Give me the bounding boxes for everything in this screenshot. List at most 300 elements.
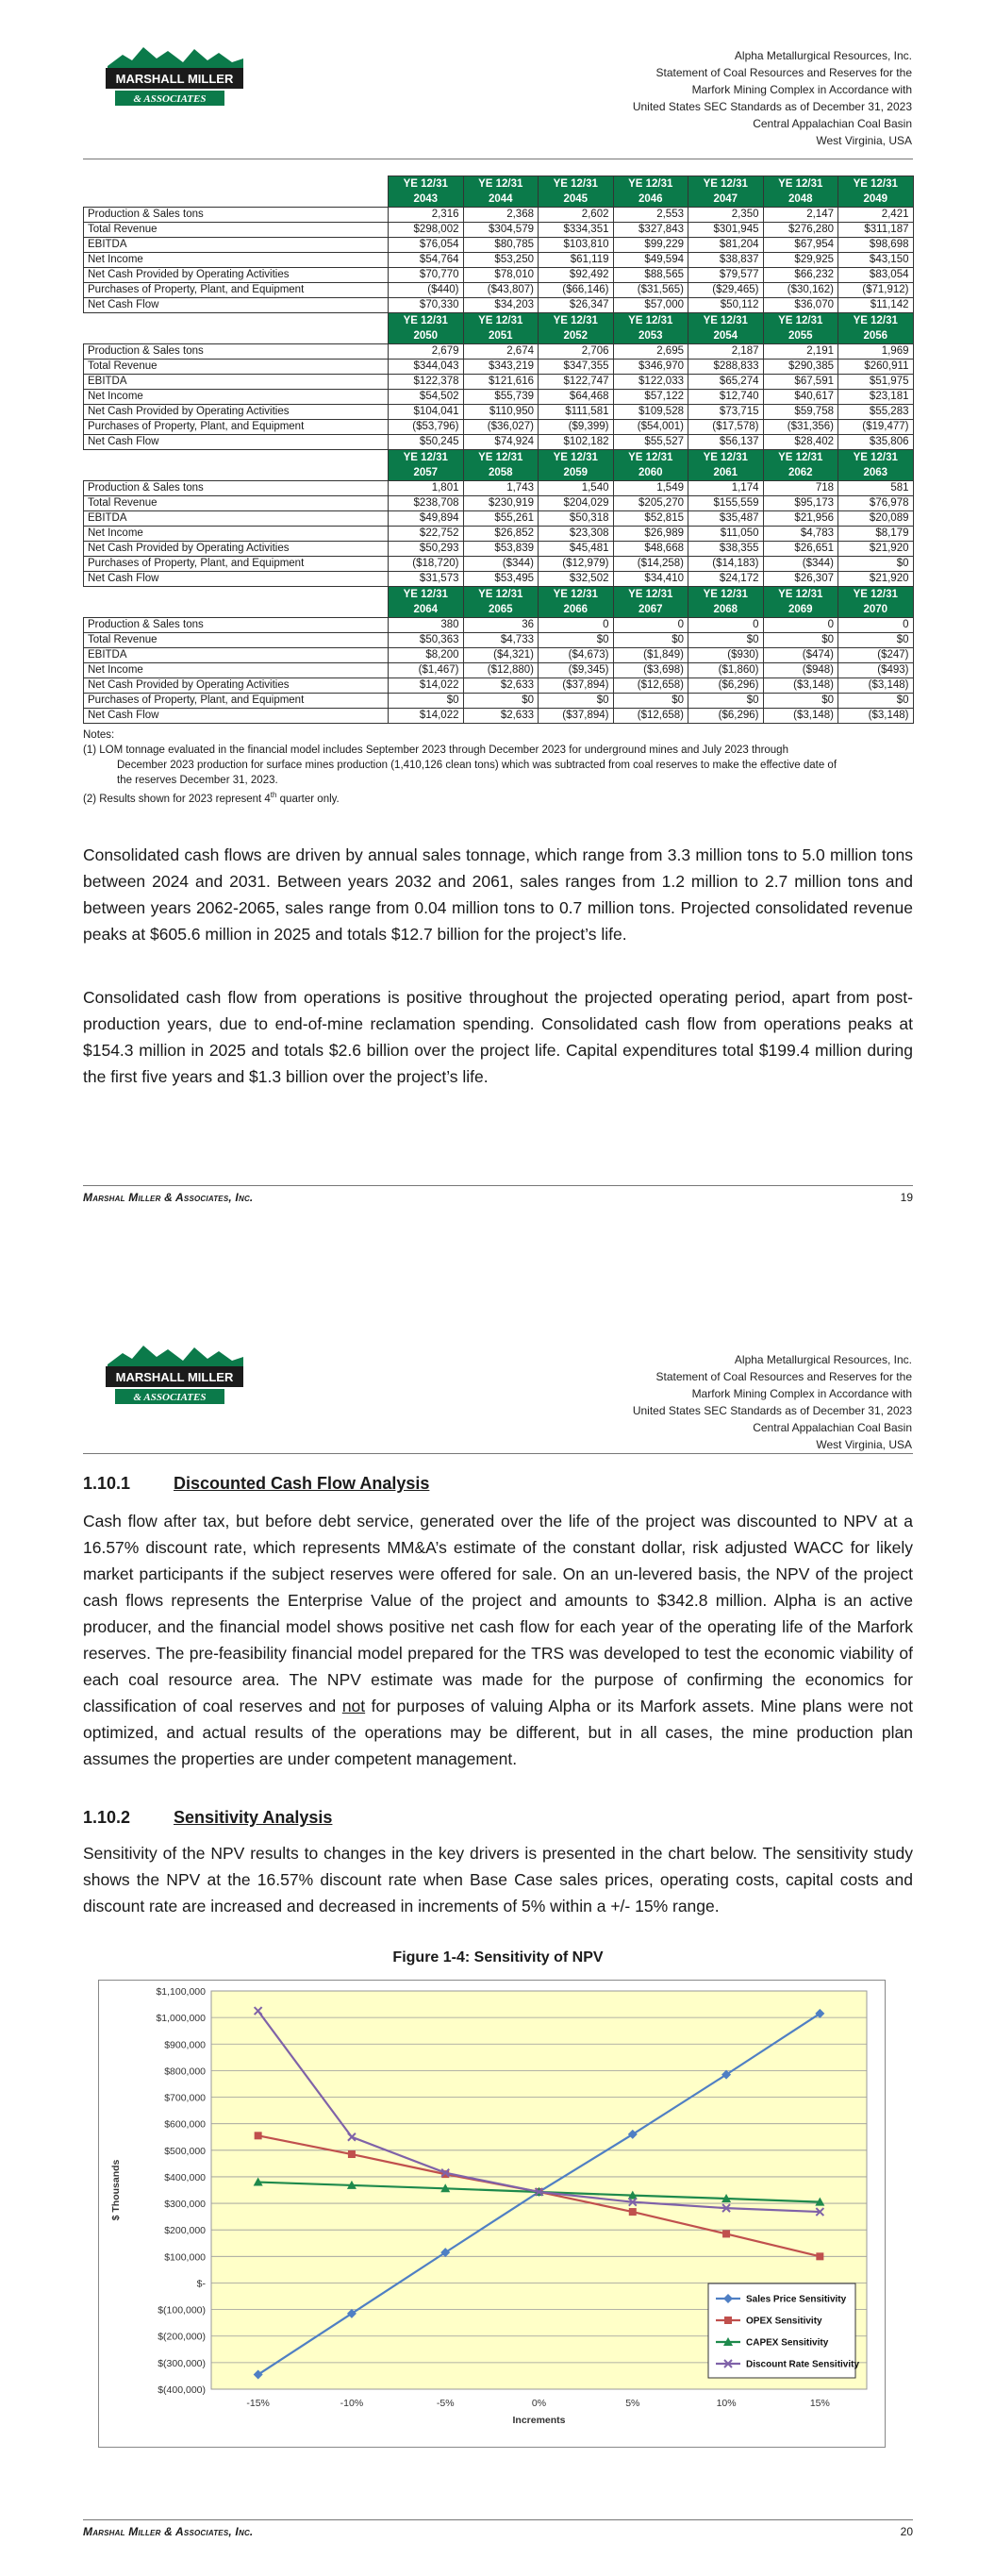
svg-text:MARSHALL MILLER: MARSHALL MILLER [115,72,234,86]
legend-label: Sales Price Sensitivity [746,2294,847,2305]
table-cell: 1,540 [539,481,614,496]
row-label: Purchases of Property, Plant, and Equipment [84,283,389,298]
table-row [84,572,914,587]
table-cell: ($3,148) [838,709,914,724]
year-header: YE 12/31 2046 [613,176,688,208]
table-cell: $36,070 [763,298,838,313]
table-cell: $34,203 [463,298,539,313]
table-cell: ($66,146) [539,283,614,298]
table-cell: $260,911 [838,360,914,375]
table-cell: 2,187 [688,344,764,360]
table-cell: 2,316 [389,208,464,223]
table-cell: $2,633 [463,709,539,724]
table-cell: ($6,296) [688,678,764,694]
table-cell: $35,806 [838,435,914,450]
table-cell: $230,919 [463,496,539,511]
table-cell: $122,033 [613,375,688,390]
table-row [84,375,914,390]
year-header-row [84,313,914,344]
table-cell: 2,147 [763,208,838,223]
year-header: YE 12/31 2053 [613,313,688,344]
table-cell: 2,679 [389,344,464,360]
financial-summary [83,176,913,807]
row-label: Net Cash Provided by Operating Activities [84,678,389,694]
table-cell: ($14,183) [688,557,764,572]
y-tick-label: $(200,000) [158,2331,206,2343]
y-tick-label: $200,000 [164,2225,206,2237]
table-cell: $50,293 [389,542,464,557]
row-label: Net Cash Flow [84,435,389,450]
year-header: YE 12/31 2069 [763,587,838,618]
x-tick-label: 15% [809,2398,830,2409]
table-cell: ($31,356) [763,420,838,435]
year-header: YE 12/31 2056 [838,313,914,344]
table-cell: $64,468 [539,390,614,405]
table-cell: $0 [763,633,838,648]
table-row [84,542,914,557]
header-line: Alpha Metallurgical Resources, Inc. [734,49,912,62]
header-blank-cell [84,313,389,344]
table-cell: ($71,912) [838,283,914,298]
row-label: Total Revenue [84,496,389,511]
table-cell: $14,022 [389,678,464,694]
table-cell: ($3,148) [763,709,838,724]
table-cell: $55,527 [613,435,688,450]
header-line: Alpha Metallurgical Resources, Inc. [734,1353,912,1366]
table-cell: $50,318 [539,511,614,527]
table-cell: $38,355 [688,542,764,557]
table-cell: $22,752 [389,527,464,542]
table-cell: $111,581 [539,405,614,420]
table-cell: ($54,001) [613,420,688,435]
row-label: Production & Sales tons [84,618,389,633]
footer-company: Marshal Miller & Associates, Inc. [83,2525,254,2538]
y-tick-label: $800,000 [164,2066,206,2078]
table-cell: 2,191 [763,344,838,360]
table-row [84,390,914,405]
paragraph-operations: Consolidated cash flow from operations is positive throughout the projected operating period, apart from post-production years, due to end-of-mine reclamation spending. Consolidated cash flow from operations peaks at $154.3 million in 2025 and totals $2.6 billion over the project life. Capital expenditures total $199.4 million during the first five years and $1.3 billion over the project’s life. [83,988,913,1086]
note-1-cont: December 2023 production for surface mines production (1,410,126 clean tons) which was subtracted from coal reserves to make the effective date of [117,760,837,771]
svg-text:MARSHALL MILLER: MARSHALL MILLER [115,1370,234,1384]
table-cell: $122,378 [389,375,464,390]
table-cell: $0 [539,694,614,709]
data-point [255,2132,262,2139]
table-cell: $0 [763,694,838,709]
table-cell: $301,945 [688,223,764,238]
y-tick-label: $300,000 [164,2199,206,2211]
table-cell: ($440) [389,283,464,298]
year-header: YE 12/31 2058 [463,450,539,481]
year-header: YE 12/31 2059 [539,450,614,481]
paragraph-dcf: Cash flow after tax, but before debt service, generated over the life of the project was discounted to NPV at a 16.57% discount rate, which represents MM&A’s estimate of the constant dollar, risk adjusted WACC for likely market participants if the subject reserves were offered for sale. On an un-levered basis, the NPV of the project cash flows represents the Enterprise Value of the project and amounts to $342.8 million. Alpha is an active producer, and the financial model shows positive net cash flow for each year of the operating life of the Marfork reserves. The pre-feasibility financial model prepared for the TRS was developed to test the economic viability of each coal resource area. The NPV estimate was made for the purpose of confirming the economics for classification of coal reserves and not for purposes of valuing Alpha or its Marfork assets. Mine plans were not optimized, and actual results of the operations may be different, but in all cases, the mine production plan assumes the properties are under competent management. [83,1512,913,1768]
table-cell: $26,651 [763,542,838,557]
year-header: YE 12/31 2064 [389,587,464,618]
table-cell: $346,970 [613,360,688,375]
table-cell: $238,708 [389,496,464,511]
table-cell: 2,368 [463,208,539,223]
y-tick-label: $400,000 [164,2171,206,2183]
table-cell: 1,969 [838,344,914,360]
table-cell: 2,421 [838,208,914,223]
row-label: Net Cash Flow [84,709,389,724]
y-tick-label: $100,000 [164,2251,206,2264]
table-notes [83,728,913,807]
footer-rule [83,1185,913,1186]
year-header: YE 12/31 2057 [389,450,464,481]
x-tick-label: -15% [246,2398,270,2409]
table-cell: ($31,565) [613,283,688,298]
table-cell: $31,573 [389,572,464,587]
table-cell: 2,602 [539,208,614,223]
table-cell: $109,528 [613,405,688,420]
table-cell: $304,579 [463,223,539,238]
table-cell: ($19,477) [838,420,914,435]
table-cell: $28,402 [763,435,838,450]
page-number: 20 [900,2525,913,2538]
year-header: YE 12/31 2066 [539,587,614,618]
table-cell: $92,492 [539,268,614,283]
page-number: 19 [900,1191,913,1204]
table-cell: ($930) [688,648,764,663]
table-cell: $24,172 [688,572,764,587]
table-cell: $347,355 [539,360,614,375]
table-cell: $56,137 [688,435,764,450]
table-cell: ($9,399) [539,420,614,435]
table-cell: ($18,720) [389,557,464,572]
table-row [84,527,914,542]
table-cell: $290,385 [763,360,838,375]
table-cell: $67,954 [763,238,838,253]
year-header: YE 12/31 2052 [539,313,614,344]
svg-text:& ASSOCIATES: & ASSOCIATES [133,93,207,105]
table-cell: $29,925 [763,253,838,268]
year-header: YE 12/31 2051 [463,313,539,344]
table-cell: $26,307 [763,572,838,587]
data-point [348,2150,356,2158]
row-label: Net Income [84,527,389,542]
table-cell: 2,350 [688,208,764,223]
table-row [84,663,914,678]
table-cell: $0 [838,633,914,648]
table-cell: 1,174 [688,481,764,496]
header-line: United States SEC Standards as of December 31, 2023 [632,100,912,113]
y-tick-label: $(300,000) [158,2357,206,2369]
table-cell: $205,270 [613,496,688,511]
year-header: YE 12/31 2049 [838,176,914,208]
table-cell: 1,743 [463,481,539,496]
year-header: YE 12/31 2054 [688,313,764,344]
table-row [84,420,914,435]
table-cell: $35,487 [688,511,764,527]
table-cell: $155,559 [688,496,764,511]
row-label: EBITDA [84,648,389,663]
table-cell: $0 [613,694,688,709]
report-header [516,1351,912,1453]
x-axis-label: Increments [512,2415,566,2426]
table-cell: $21,956 [763,511,838,527]
x-tick-label: 10% [716,2398,737,2409]
table-cell: ($247) [838,648,914,663]
table-cell: ($14,258) [613,557,688,572]
table-cell: $0 [688,694,764,709]
table-cell: $67,591 [763,375,838,390]
table-cell: 718 [763,481,838,496]
table-cell: $20,089 [838,511,914,527]
table-cell: $50,363 [389,633,464,648]
table-cell: $4,783 [763,527,838,542]
note-1-cont: the reserves December 31, 2023. [117,775,278,786]
table-cell: $66,232 [763,268,838,283]
year-header-row [84,450,914,481]
table-cell: $59,758 [763,405,838,420]
cash-flow-table [83,176,914,724]
table-row [84,435,914,450]
table-row [84,694,914,709]
table-cell: $38,837 [688,253,764,268]
table-row [84,208,914,223]
section-heading-sensitivity: 1.10.2 Sensitivity Analysis [83,1808,333,1827]
table-row [84,223,914,238]
year-header: YE 12/31 2043 [389,176,464,208]
page-footer [83,2525,913,2538]
table-cell: $298,002 [389,223,464,238]
row-label: Net Income [84,390,389,405]
legend-label: OPEX Sensitivity [746,2316,822,2327]
table-cell: ($4,321) [463,648,539,663]
table-cell: ($3,148) [838,678,914,694]
table-row [84,268,914,283]
table-cell: $311,187 [838,223,914,238]
table-cell: $49,594 [613,253,688,268]
table-row [84,360,914,375]
row-label: Total Revenue [84,633,389,648]
table-cell: 581 [838,481,914,496]
table-cell: $8,179 [838,527,914,542]
table-row [84,496,914,511]
row-label: Purchases of Property, Plant, and Equipment [84,420,389,435]
row-label: Net Cash Flow [84,572,389,587]
table-cell: $55,261 [463,511,539,527]
table-cell: $14,022 [389,709,464,724]
row-label: EBITDA [84,238,389,253]
y-tick-label: $(400,000) [158,2384,206,2396]
table-row [84,283,914,298]
year-header: YE 12/31 2055 [763,313,838,344]
table-cell: $61,119 [539,253,614,268]
table-cell: $70,330 [389,298,464,313]
y-tick-label: $- [196,2278,206,2290]
header-line: United States SEC Standards as of December 31, 2023 [632,1404,912,1417]
table-cell: ($12,880) [463,663,539,678]
table-cell: $0 [838,557,914,572]
year-header: YE 12/31 2050 [389,313,464,344]
year-header: YE 12/31 2048 [763,176,838,208]
year-header: YE 12/31 2070 [838,587,914,618]
table-cell: 2,553 [613,208,688,223]
table-cell: $74,924 [463,435,539,450]
table-cell: 2,674 [463,344,539,360]
table-cell: $53,250 [463,253,539,268]
table-cell: ($474) [763,648,838,663]
x-tick-label: 5% [625,2398,640,2409]
row-label: Production & Sales tons [84,344,389,360]
table-cell: $34,410 [613,572,688,587]
table-cell: $0 [688,633,764,648]
table-row [84,344,914,360]
table-cell: $51,975 [838,375,914,390]
figure-caption: Figure 1-4: Sensitivity of NPV [392,1949,604,1965]
table-cell: $0 [613,633,688,648]
header-line: Central Appalachian Coal Basin [753,1421,912,1434]
table-cell: ($1,849) [613,648,688,663]
year-header: YE 12/31 2065 [463,587,539,618]
table-cell: $50,245 [389,435,464,450]
table-cell: $83,054 [838,268,914,283]
y-tick-label: $1,000,000 [156,2013,206,2025]
note-1: (1) LOM tonnage evaluated in the financial model includes September 2023 through December 2023 for underground mines and July 2023 through [83,744,788,756]
table-cell: $103,810 [539,238,614,253]
header-blank-cell [84,587,389,618]
table-cell: $12,740 [688,390,764,405]
header-blank-cell [84,450,389,481]
y-axis-label: $ Thousands [110,2159,122,2221]
year-header: YE 12/31 2061 [688,450,764,481]
row-label: Net Cash Flow [84,298,389,313]
year-header: YE 12/31 2063 [838,450,914,481]
table-cell: $76,054 [389,238,464,253]
row-label: Total Revenue [84,223,389,238]
table-cell: $26,852 [463,527,539,542]
table-cell: $11,142 [838,298,914,313]
table-row [84,633,914,648]
table-row [84,618,914,633]
page-footer [83,1191,913,1204]
paragraph-sensitivity: Sensitivity of the NPV results to changes in the key drivers is presented in the chart below. The sensitivity study shows the NPV at the 16.57% discount rate when Base Case sales prices, operating costs, capital costs and discount rate are increased and decreased in increments of 5% within a +/- 15% range. [83,1844,913,1915]
data-point [629,2208,637,2216]
table-cell: $54,764 [389,253,464,268]
table-row [84,648,914,663]
table-cell: ($948) [763,663,838,678]
y-tick-label: $1,100,000 [156,1986,206,1998]
table-cell: $0 [463,694,539,709]
table-cell: 0 [688,618,764,633]
y-tick-label: $600,000 [164,2118,206,2131]
year-header: YE 12/31 2060 [613,450,688,481]
table-cell: $55,739 [463,390,539,405]
table-cell: $80,785 [463,238,539,253]
table-cell: 2,695 [613,344,688,360]
year-header: YE 12/31 2068 [688,587,764,618]
table-cell: $344,043 [389,360,464,375]
table-cell: $0 [838,694,914,709]
table-row [84,678,914,694]
table-row [84,253,914,268]
row-label: Purchases of Property, Plant, and Equipment [84,557,389,572]
table-cell: $50,112 [688,298,764,313]
table-cell: $43,150 [838,253,914,268]
data-point [816,2252,823,2260]
header-line: Marfork Mining Complex in Accordance with [691,83,912,96]
table-cell: ($4,673) [539,648,614,663]
table-cell: $0 [539,633,614,648]
table-cell: $276,280 [763,223,838,238]
table-cell: $57,122 [613,390,688,405]
table-cell: $57,000 [613,298,688,313]
table-cell: $55,283 [838,405,914,420]
table-cell: ($36,027) [463,420,539,435]
header-line: Statement of Coal Resources and Reserves for the [655,1370,912,1383]
table-row [84,238,914,253]
table-cell: $343,219 [463,360,539,375]
table-cell: $26,989 [613,527,688,542]
table-cell: ($9,345) [539,663,614,678]
table-cell: $78,010 [463,268,539,283]
table-cell: $88,565 [613,268,688,283]
table-cell: $121,616 [463,375,539,390]
row-label: Net Income [84,663,389,678]
table-cell: ($43,807) [463,283,539,298]
table-cell: $8,200 [389,648,464,663]
table-cell: $0 [389,694,464,709]
footer-company: Marshal Miller & Associates, Inc. [83,1191,254,1204]
table-cell: $49,894 [389,511,464,527]
row-label: Net Income [84,253,389,268]
data-point [724,2317,732,2324]
table-cell: ($12,658) [613,709,688,724]
row-label: Net Cash Provided by Operating Activities [84,542,389,557]
year-header: YE 12/31 2047 [688,176,764,208]
table-row [84,298,914,313]
table-cell: $110,950 [463,405,539,420]
y-tick-label: $(100,000) [158,2304,206,2317]
notes-title: Notes: [83,729,115,741]
table-cell: ($3,698) [613,663,688,678]
report-header [516,47,912,149]
table-cell: ($37,894) [539,678,614,694]
table-cell: 380 [389,618,464,633]
table-cell: $11,050 [688,527,764,542]
table-cell: $52,815 [613,511,688,527]
table-cell: ($344) [763,557,838,572]
table-cell: $53,839 [463,542,539,557]
table-cell: $81,204 [688,238,764,253]
table-cell: $73,715 [688,405,764,420]
table-row [84,511,914,527]
table-cell: ($493) [838,663,914,678]
note-2: (2) Results shown for 2023 represent 4th quarter only. [83,791,340,805]
table-cell: ($3,148) [763,678,838,694]
table-cell: $288,833 [688,360,764,375]
legend-label: CAPEX Sensitivity [746,2337,829,2349]
table-cell: $95,173 [763,496,838,511]
table-cell: $327,843 [613,223,688,238]
table-cell: ($17,578) [688,420,764,435]
table-cell: $45,481 [539,542,614,557]
table-row [84,405,914,420]
table-cell: $70,770 [389,268,464,283]
table-cell: $4,733 [463,633,539,648]
company-logo [102,1340,247,1408]
row-label: Net Cash Provided by Operating Activities [84,405,389,420]
npv-sensitivity-chart [98,1980,886,2448]
row-label: Net Cash Provided by Operating Activities [84,268,389,283]
table-cell: $334,351 [539,223,614,238]
year-header: YE 12/31 2045 [539,176,614,208]
table-cell: ($6,296) [688,709,764,724]
table-row [84,709,914,724]
y-tick-label: $900,000 [164,2039,206,2051]
header-line: West Virginia, USA [816,1438,912,1451]
